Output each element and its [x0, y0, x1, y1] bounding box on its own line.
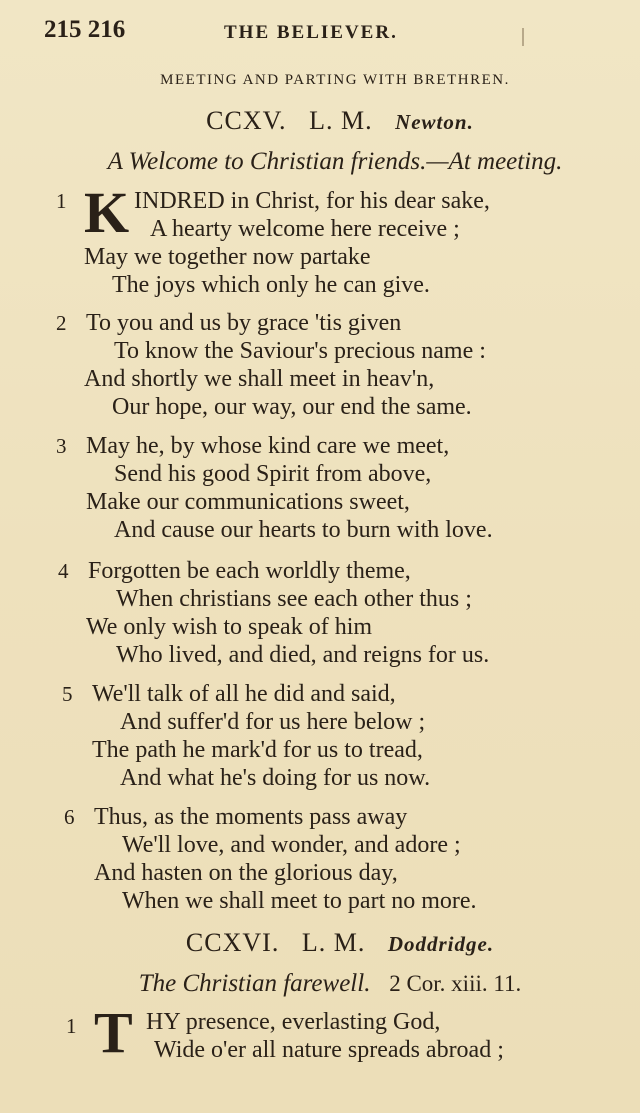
stanza-number: 2 — [56, 311, 67, 335]
verse-line: May we together now partake — [84, 244, 371, 270]
stanza-number: 1 — [66, 1014, 77, 1038]
hymn-title: The Christian farewell. — [138, 970, 371, 997]
hymn-heading — [0, 106, 640, 136]
scripture-reference: 2 Cor. xiii. 11. — [389, 971, 522, 996]
hymn-heading — [0, 928, 640, 958]
verse-line: HY presence, everlasting God, — [146, 1009, 441, 1035]
verse-line: Who lived, and died, and reigns for us. — [116, 642, 490, 668]
stanza-number: 5 — [62, 682, 73, 706]
verse-line: The path he mark'd for us to tread, — [92, 737, 423, 763]
drop-cap: T — [94, 1000, 133, 1065]
verse-line: A hearty welcome here receive ; — [150, 216, 460, 242]
verse-line: The joys which only he can give. — [112, 272, 430, 298]
hymn-title: A Welcome to Christian friends.—At meeting. — [107, 148, 563, 175]
verse-line: Send his good Spirit from above, — [114, 461, 432, 487]
verse-line: And hasten on the glorious day, — [94, 860, 398, 886]
hymn-author: Doddridge. — [387, 932, 495, 956]
verse-line: Forgotten be each worldly theme, — [88, 558, 411, 584]
verse-line: We only wish to speak of him — [86, 614, 373, 640]
verse-line: To know the Saviour's precious name : — [114, 338, 486, 364]
verse-line: We'll love, and wonder, and adore ; — [122, 832, 461, 858]
hymn-title-line — [0, 970, 640, 998]
stanza-number: 4 — [58, 559, 69, 583]
stanza-number: 1 — [56, 189, 67, 213]
verse-line: Wide o'er all nature spreads abroad ; — [154, 1037, 504, 1063]
verse-line: INDRED in Christ, for his dear sake, — [134, 188, 490, 214]
page-numbers: 215 216 — [44, 16, 126, 43]
verse-line: When we shall meet to part no more. — [122, 888, 477, 914]
drop-cap: K — [84, 180, 130, 245]
hymn-meter: L. M. — [309, 106, 373, 135]
verse-line: When christians see each other thus ; — [116, 586, 472, 612]
stanza-number: 3 — [56, 434, 67, 458]
verse-line: To you and us by grace 'tis given — [86, 310, 402, 336]
stanza-number: 6 — [64, 805, 75, 829]
verse-line: And cause our hearts to burn with love. — [114, 517, 493, 543]
verse-line: And shortly we shall meet in heav'n, — [84, 366, 435, 392]
page-header — [44, 12, 600, 48]
verse-line: May he, by whose kind care we meet, — [86, 433, 450, 459]
verse-line: And suffer'd for us here below ; — [120, 709, 426, 735]
hymn-meter: L. M. — [301, 928, 366, 957]
hymn-number: CCXVI. — [185, 928, 280, 957]
verse-line: We'll talk of all he did and said, — [92, 681, 396, 707]
hymn-number: CCXV. — [206, 106, 287, 135]
running-title: THE BELIEVER. — [224, 22, 398, 43]
page-blemish — [522, 28, 524, 46]
verse-line: And what he's doing for us now. — [120, 765, 431, 791]
verse-line: Thus, as the moments pass away — [94, 804, 408, 830]
verse-line: Make our communications sweet, — [86, 489, 410, 515]
verse-line: Our hope, our way, our end the same. — [112, 394, 472, 420]
section-heading: MEETING AND PARTING WITH BRETHREN. — [160, 72, 510, 88]
hymn-author: Newton. — [395, 110, 474, 134]
